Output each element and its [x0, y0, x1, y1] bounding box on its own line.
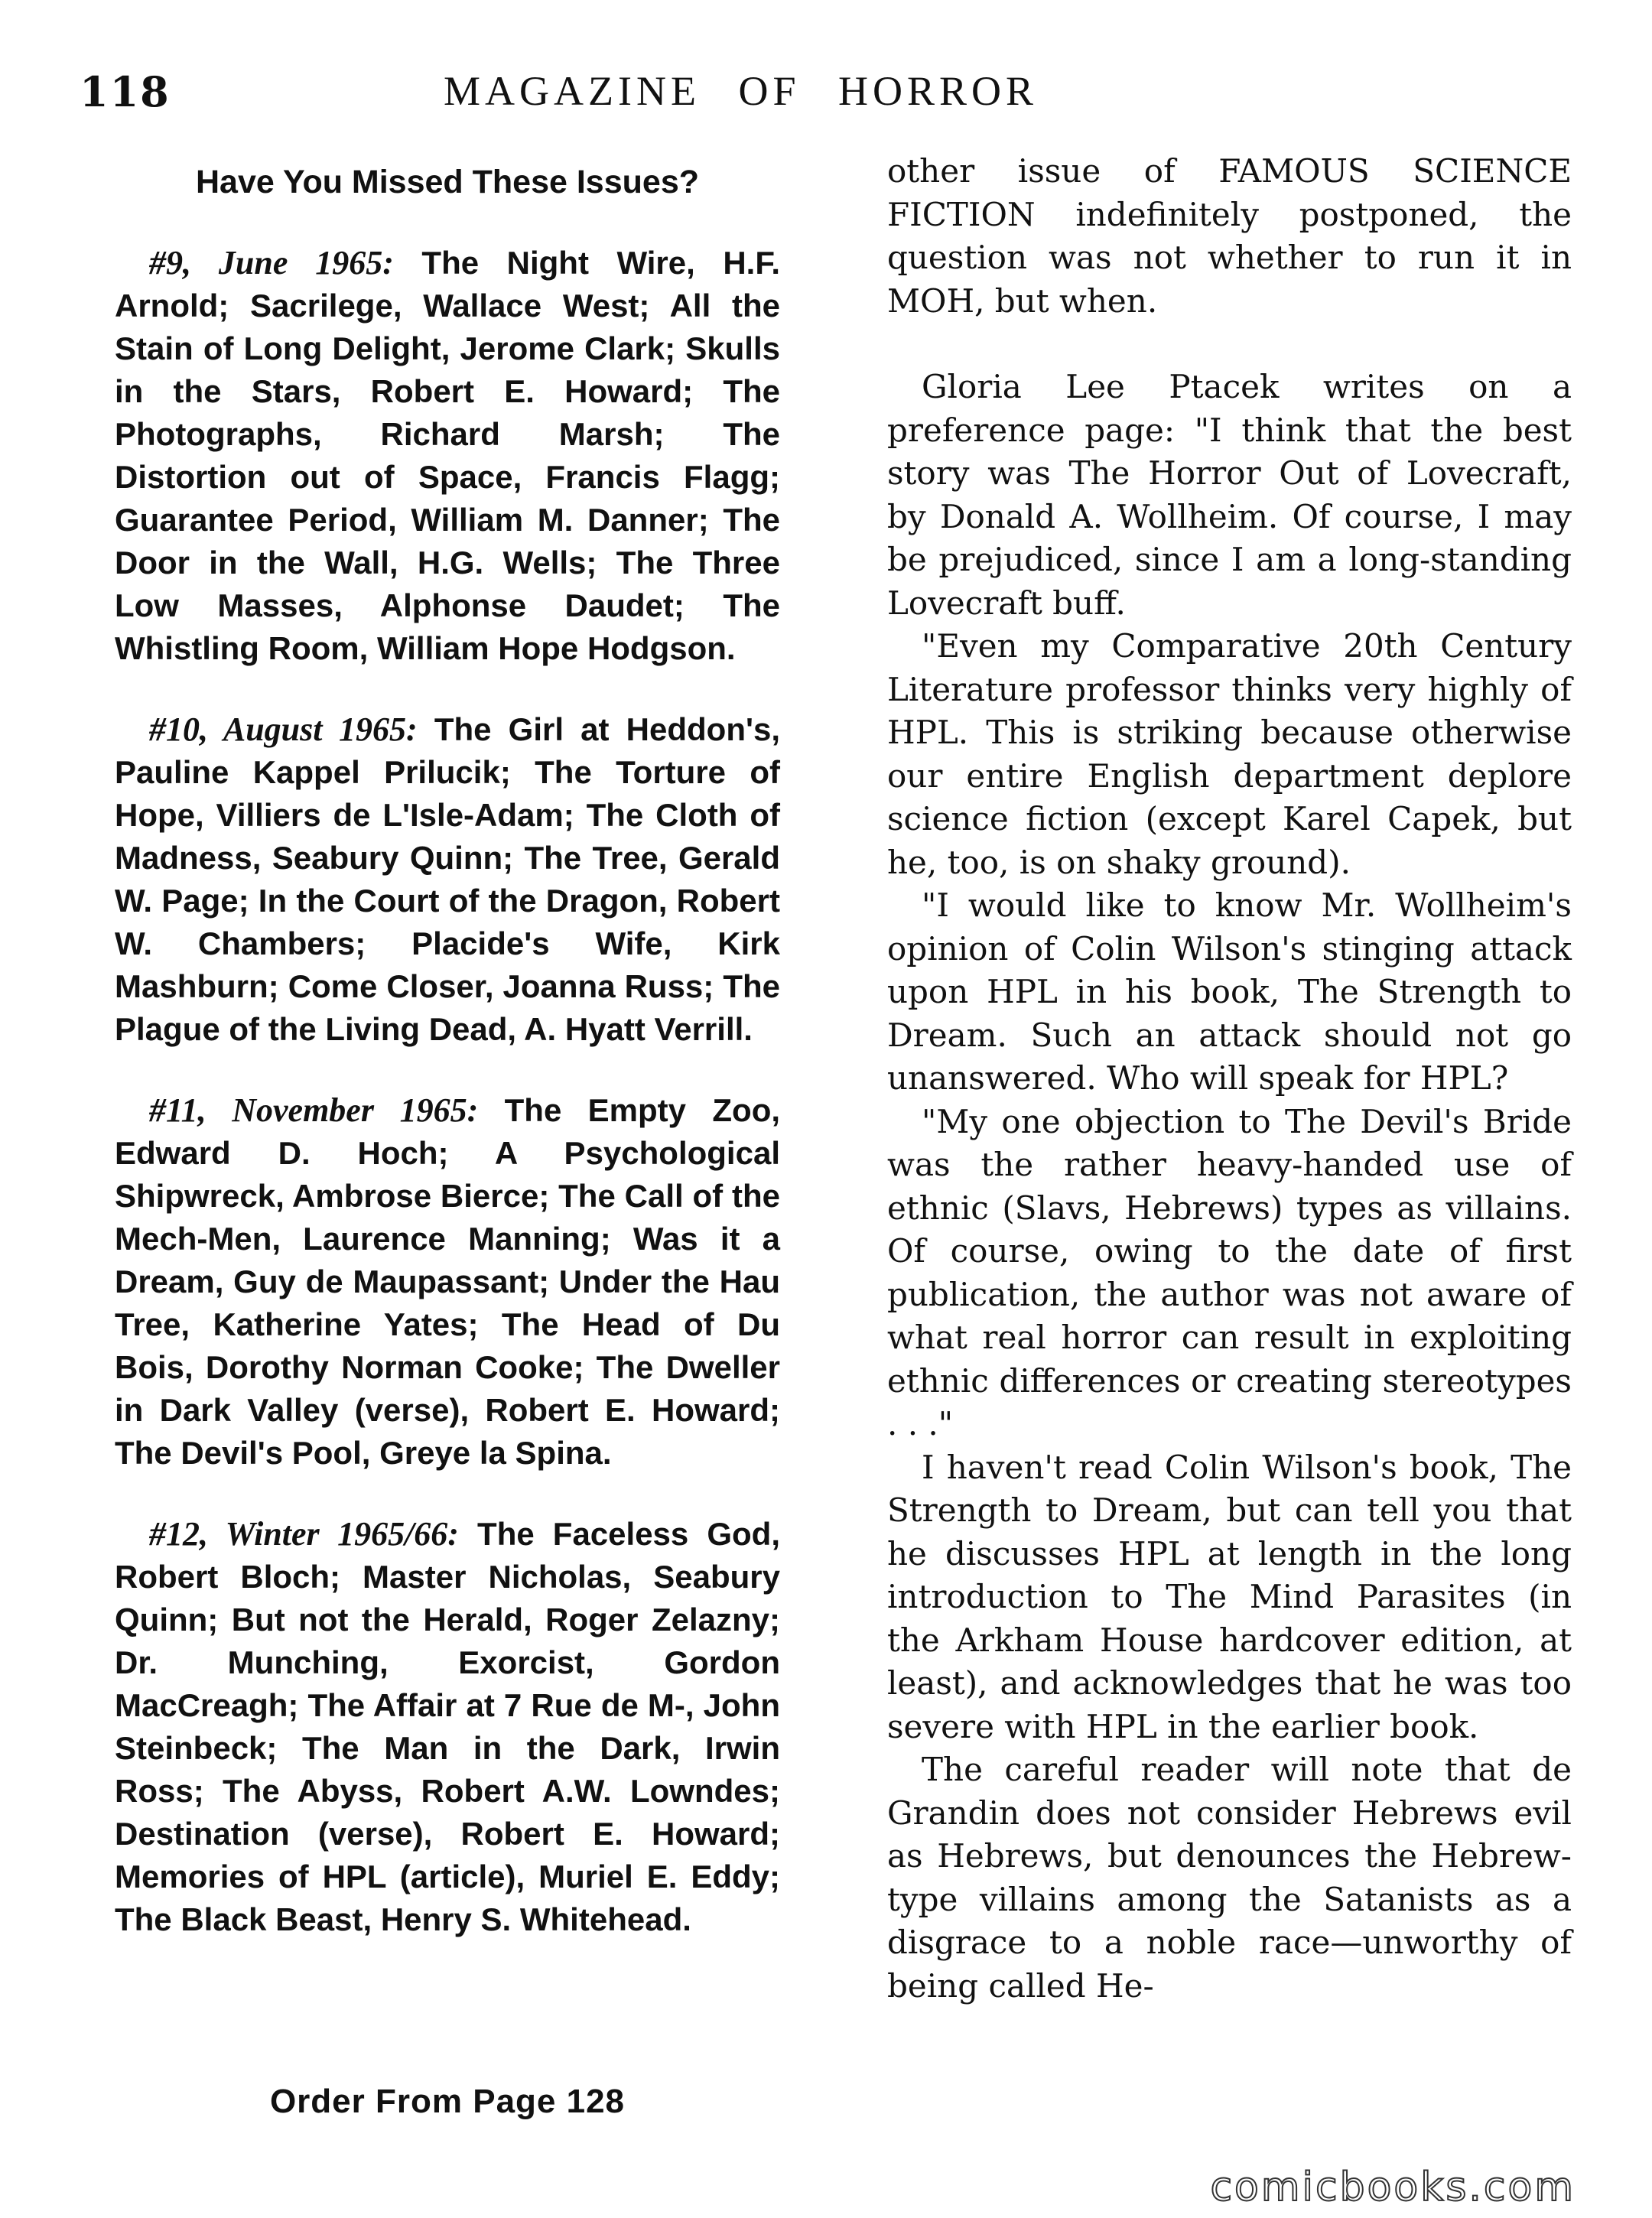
issues-advert-column — [115, 161, 781, 2120]
advert-heading: Have You Missed These Issues? — [195, 164, 700, 200]
issue-listing-10 — [115, 708, 780, 1051]
page-number: 118 — [80, 67, 171, 116]
issue-date: #9, June 1965: — [149, 244, 394, 281]
letter-paragraph: "Even my Comparative 20th Century Literature professor thinks very highly of HPL. This is striking because otherwise our entire English department deplore science fiction (except Karel Capek, but he, too, is on shaky ground). — [887, 627, 1572, 881]
issue-date: #10, August 1965: — [149, 711, 418, 748]
order-line: Order From Page 128 — [269, 2083, 626, 2120]
issue-listing-12 — [115, 1513, 780, 1941]
letter-paragraph: Gloria Lee Ptacek writes on a preference page: "I think that the best story was The Horror Out of Lovecraft, by Donald A. Wollheim. Of course, I may be prejudiced, since I am a long-standing Lovecraft buff. — [887, 368, 1572, 622]
letters-column — [887, 150, 1572, 2008]
issue-date: #12, Winter 1965/66: — [149, 1515, 459, 1553]
issue-contents: The Faceless God, Robert Bloch; Master Nicholas, Seabury Quinn; But not the Herald, Roger Zelazny; Dr. Munching, Exorcist, Gordon MacCreagh; The Affair at 7 Rue de M-, John Steinbeck; The Man in the Dark, Irwin Ross; The Abyss, Robert A.W. Lowndes; Destination (verse), Robert E. Howard; Memories of HPL (article), Muriel E. Eddy; The Black Beast, Henry S. Whitehead. — [115, 1516, 780, 1937]
site-watermark: comicbooks.com — [1210, 2164, 1576, 2210]
body-paragraph: other issue of FAMOUS SCIENCE FICTION indefinitely postponed, the question was not whether to run it in MOH, but when. — [887, 152, 1572, 320]
issue-date: #11, November 1965: — [149, 1091, 479, 1129]
issue-contents: The Night Wire, H.F. Arnold; Sacrilege, Wallace West; All the Stain of Long Delight, Jerome Clark; Skulls in the Stars, Robert E. Howard; The Photographs, Richard Marsh; The Distortion out of Space, Francis Flagg; Guarantee Period, William M. Danner; The Door in the Wall, H.G. Wells; The Three Low Masses, Alphonse Daudet; The Whistling Room, William Hope Hodgson. — [115, 245, 780, 666]
letter-paragraph: "My one objection to The Devil's Bride was the rather heavy-handed use of ethnic (Slavs, Hebrews) types as villains. Of course, owing to the date of first publication, the author was not aware of what real horror can result in exploiting ethnic differences or creating stereotypes . . ." — [887, 1102, 1572, 1442]
editor-reply-paragraph: I haven't read Colin Wilson's book, The Strength to Dream, but can tell you that he discusses HPL at length in the long introduction to The Mind Parasites (in the Arkham House hardcover edition, at least), and acknowledges that he was too severe with HPL in the earlier book. — [887, 1448, 1572, 1745]
issue-listing-11 — [115, 1089, 780, 1475]
issue-listing-9 — [115, 242, 780, 670]
issue-contents: The Girl at Heddon's, Pauline Kappel Prilucik; The Torture of Hope, Villiers de L'Isle-Adam; The Cloth of Madness, Seabury Quinn; The Tree, Gerald W. Page; In the Court of the Dragon, Robert W. Chambers; Placide's Wife, Kirk Mashburn; Come Closer, Joanna Russ; The Plague of the Living Dead, A. Hyatt Verrill. — [115, 711, 781, 1047]
running-head: MAGAZINE OF HORROR — [444, 68, 1039, 114]
letter-paragraph: "I would like to know Mr. Wollheim's opinion of Colin Wilson's stinging attack upon HPL in his book, The Strength to Dream. Such an attack should not go unanswered. Who will speak for HPL? — [887, 886, 1572, 1097]
editor-reply-paragraph: The careful reader will note that de Grandin does not consider Hebrews evil as Hebrews, but denounces the Hebrew-type villains among the Satanists as a disgrace to a noble race—unworthy of being called He- — [887, 1751, 1572, 2005]
issue-contents: The Empty Zoo, Edward D. Hoch; A Psychological Shipwreck, Ambrose Bierce; The Call of the Mech-Men, Laurence Manning; Was it a Dream, Guy de Maupassant; Under the Hau Tree, Katherine Yates; The Head of Du Bois, Dorothy Norman Cooke; The Dweller in Dark Valley (verse), Robert E. Howard; The Devil's Pool, Greye la Spina. — [115, 1092, 781, 1471]
